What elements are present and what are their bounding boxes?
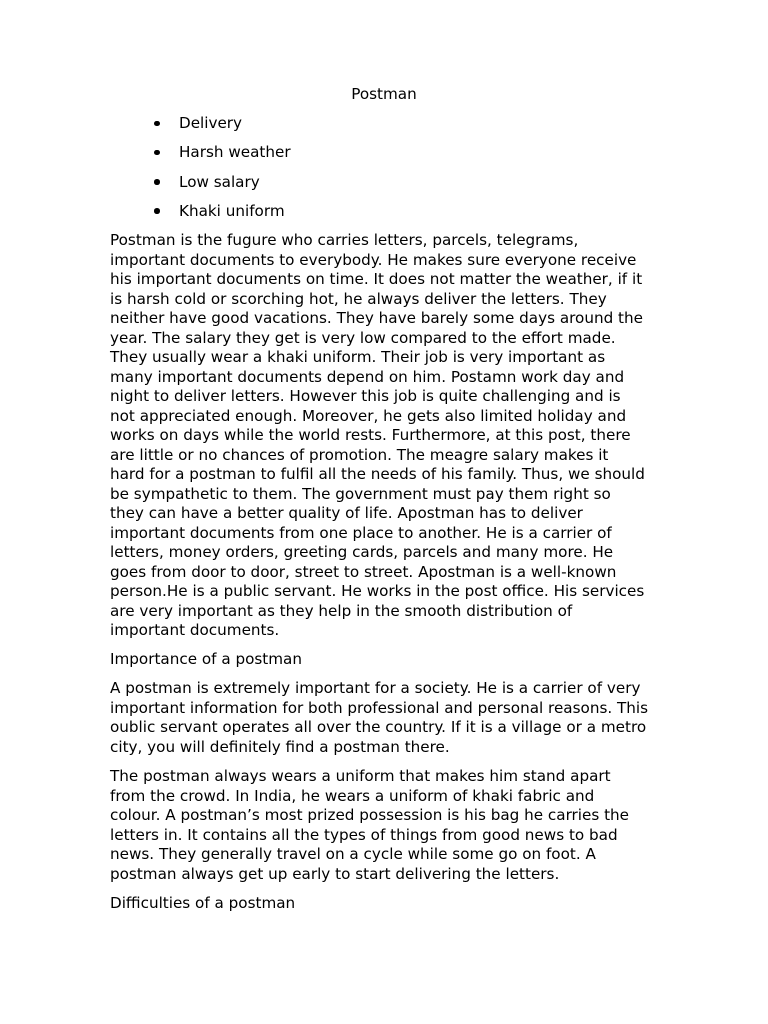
- bullet-text: Harsh weather: [179, 143, 291, 162]
- bullet-list: [152, 114, 291, 231]
- text-line: is harsh cold or scorching hot, he always deliver the letters. They: [110, 289, 607, 308]
- text-line: they can have a better quality of life. Apostman has to deliver: [110, 504, 583, 522]
- intro-paragraph: [110, 231, 662, 641]
- bullet-dot-icon: [154, 150, 160, 156]
- text-line: are little or no chances of promotion. The meagre salary makes it: [110, 445, 609, 464]
- bullet-text: Low salary: [179, 172, 260, 191]
- text-line: goes from door to door, street to street. Apostman is a well-known: [110, 562, 617, 581]
- text-line: important information for both professional and personal reasons. This: [110, 698, 649, 717]
- bullet-dot-icon: [154, 208, 160, 214]
- bullet-text: Khaki uniform: [179, 201, 285, 220]
- heading-importance: [110, 650, 662, 670]
- text-line: oublic servant operates all over the country. If it is a village or a metro: [110, 718, 647, 737]
- text-line: letters, money orders, greeting cards, parcels and many more. He: [110, 543, 614, 561]
- text-line: important documents to everybody. He makes sure everyone receive: [110, 250, 637, 269]
- text-line: colour. A postman’s most prized possession is his bag he carries the: [110, 806, 630, 825]
- document-body: [110, 231, 662, 923]
- text-line: Importance of a postman: [110, 650, 302, 669]
- text-line: works on days while the world rests. Furthermore, at this post, there: [110, 426, 631, 444]
- bullet-item: [152, 114, 291, 143]
- importance-paragraph: [110, 679, 662, 757]
- text-line: The postman always wears a uniform that makes him stand apart: [110, 767, 611, 786]
- bullet-text: Delivery: [179, 114, 243, 132]
- text-line: not appreciated enough. Moreover, he gets also limited holiday and: [110, 406, 627, 425]
- text-line: person.He is a public servant. He works in the post office. His services: [110, 582, 645, 600]
- text-line: from the crowd. In India, he wears a uniform of khaki fabric and: [110, 786, 595, 805]
- text-line: neither have good vacations. They have barely some days around the: [110, 309, 643, 327]
- bullet-dot-icon: [154, 121, 160, 127]
- text-line: news. They generally travel on a cycle while some go on foot. A: [110, 845, 596, 864]
- bullet-item: [152, 173, 291, 202]
- text-line: They usually wear a khaki uniform. Their job is very important as: [110, 348, 606, 366]
- text-line: city, you will definitely find a postman there.: [110, 737, 450, 756]
- text-line: important documents.: [110, 621, 280, 639]
- text-line: letters in. It contains all the types of things from good news to bad: [110, 825, 618, 844]
- text-line: year. The salary they get is very low compared to the effort made.: [110, 328, 616, 347]
- text-line: important documents from one place to another. He is a carrier of: [110, 523, 612, 542]
- uniform-paragraph: [110, 767, 662, 884]
- bullet-item: [152, 202, 291, 231]
- heading-difficulties: [110, 894, 662, 914]
- text-line: night to deliver letters. However this job is quite challenging and is: [110, 387, 621, 405]
- text-line: Postman is the fugure who carries letters, parcels, telegrams,: [110, 231, 579, 249]
- text-line: many important documents depend on him. Postamn work day and: [110, 367, 625, 386]
- text-line: his important documents on time. It does not matter the weather, if it: [110, 270, 643, 288]
- text-line: Difficulties of a postman: [110, 893, 296, 912]
- document-title: Postman: [351, 85, 417, 103]
- text-line: A postman is extremely important for a society. He is a carrier of very: [110, 679, 641, 698]
- text-line: are very important as they help in the smooth distribution of: [110, 601, 573, 620]
- bullet-item: [152, 143, 291, 172]
- text-line: hard for a postman to fulfil all the needs of his family. Thus, we should: [110, 465, 645, 483]
- bullet-dot-icon: [154, 179, 160, 185]
- text-line: postman always get up early to start delivering the letters.: [110, 864, 560, 883]
- text-line: be sympathetic to them. The government must pay them right so: [110, 484, 611, 503]
